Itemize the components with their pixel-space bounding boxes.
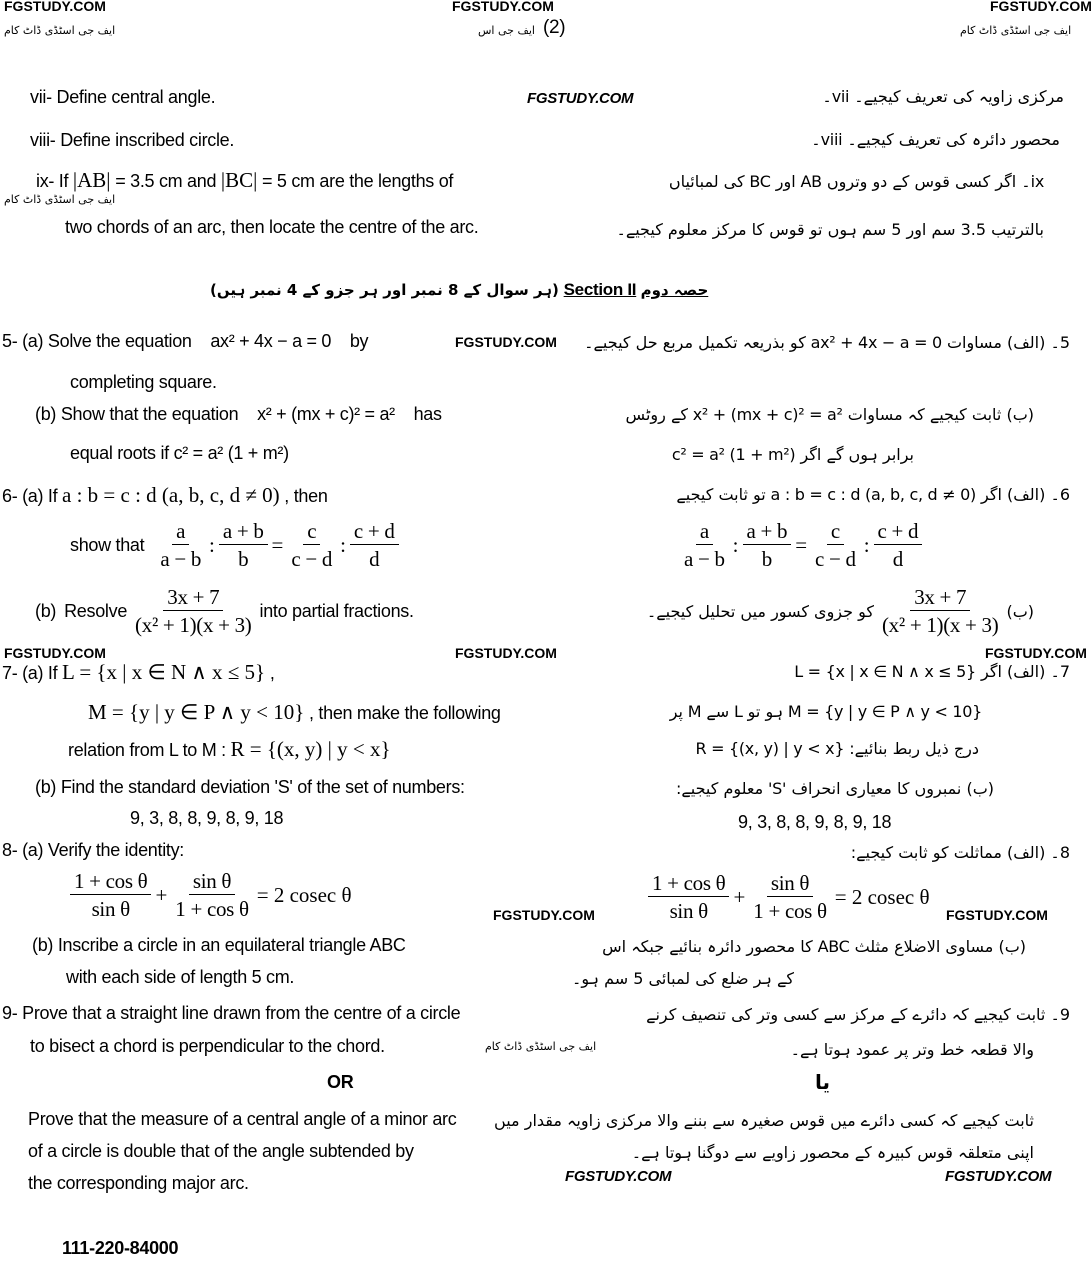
q9-urdu-1: 9۔ ثابت کیجیے کہ دائرے کے مرکز سے کسی وتر کی تنصیف کرنے bbox=[646, 1005, 1070, 1024]
q7b-urdu: (ب) نمبروں کا معیاری انحراف 'S' معلوم کیجیے: bbox=[676, 779, 994, 798]
operator: = bbox=[795, 533, 808, 557]
numerator: c bbox=[303, 518, 320, 545]
watermark-urdu: ایف جی اسٹڈی ڈاٹ کام bbox=[4, 24, 116, 37]
numerator: c + d bbox=[874, 518, 923, 545]
q7b bbox=[35, 777, 465, 798]
denominator: 1 + cos θ bbox=[175, 897, 249, 921]
question-text: Find the standard deviation 'S' of the set of numbers: bbox=[60, 777, 465, 797]
numerator: sin θ bbox=[189, 868, 235, 895]
or-label: OR bbox=[327, 1072, 354, 1092]
q9 bbox=[2, 1003, 460, 1024]
operator: : bbox=[340, 533, 346, 557]
numerator: sin θ bbox=[767, 870, 813, 897]
question-text: Solve the equation bbox=[47, 331, 192, 351]
relation-r: R = {(x, y) | y < x} bbox=[230, 737, 391, 761]
question-text: Verify the identity: bbox=[47, 840, 184, 860]
question-text: = 3.5 cm and bbox=[115, 171, 217, 191]
question-viii-urdu: محصور دائرہ کی تعریف کیجیے۔ viii۔ bbox=[811, 130, 1060, 149]
q5a-urdu: 5۔ (الف) مساوات ax² + 4x − a = 0 کو بذریعہ تکمیل مربع حل کیجیے۔ bbox=[584, 333, 1070, 352]
question-text: , then bbox=[284, 486, 328, 506]
equation: ax² + 4x − a = 0 bbox=[210, 331, 332, 351]
question-ix-urdu-2: بالترتیب 3.5 سم اور 5 سم ہوں تو قوس کا مرکز معلوم کیجیے۔ bbox=[616, 220, 1044, 239]
watermark: FGSTUDY.COM bbox=[527, 90, 634, 107]
math-bc: |BC| bbox=[220, 168, 258, 192]
equation: a : b = c : d (a, b, c, d ≠ 0) bbox=[62, 483, 280, 507]
fraction bbox=[350, 518, 399, 573]
watermark: FGSTUDY.COM bbox=[4, 645, 106, 661]
fraction bbox=[219, 518, 268, 573]
identity-urdu-side bbox=[644, 870, 930, 925]
watermark: FGSTUDY.COM bbox=[493, 907, 595, 923]
equation: c² = a² (1 + m²) bbox=[173, 443, 289, 463]
operator: : bbox=[209, 533, 215, 557]
question-text: Define central angle. bbox=[56, 87, 216, 107]
identity-rhs: = 2 cosec θ bbox=[834, 885, 930, 909]
question-viii bbox=[30, 130, 234, 151]
question-text: Show that the equation bbox=[60, 404, 239, 424]
q7a-line3 bbox=[68, 737, 391, 762]
watermark: FGSTUDY.COM bbox=[4, 0, 106, 14]
number-set: 9, 3, 8, 8, 9, 8, 9, 18 bbox=[130, 808, 284, 828]
q8b-line2: with each side of length 5 cm. bbox=[66, 967, 295, 987]
q9-alt-3: the corresponding major arc. bbox=[28, 1173, 249, 1193]
question-text: Inscribe a circle in an equilateral triangle ABC bbox=[57, 935, 406, 955]
page-number: (2) bbox=[543, 17, 566, 38]
q9-alt-urdu-2: اپنی متعلقہ قوس کبیرہ کے محصور زاویے سے دوگنا ہوتا ہے۔ bbox=[631, 1143, 1034, 1162]
question-text: If bbox=[47, 663, 58, 683]
question-text: show that bbox=[70, 535, 145, 555]
math-ab: |AB| bbox=[72, 168, 111, 192]
fraction bbox=[171, 868, 252, 923]
marks-note: (ہر سوال کے 8 نمبر اور ہر جزو کے 4 نمبر ہیں) bbox=[210, 281, 559, 299]
part-label: (b) bbox=[35, 601, 57, 621]
denominator: a − b bbox=[684, 547, 725, 571]
numerator: a bbox=[172, 518, 189, 545]
question-ix-line2: two chords of an arc, then locate the centre of the arc. bbox=[65, 217, 479, 237]
question-text: relation from L to M : bbox=[68, 740, 226, 760]
fraction bbox=[70, 868, 151, 923]
q8a-urdu: 8۔ (الف) مماثلت کو ثابت کیجیے: bbox=[850, 843, 1070, 862]
question-vii bbox=[30, 87, 215, 108]
q8b-urdu-1: (ب) مساوی الاضلاع مثلث ABC کا محصور دائرہ بنائیے جبکہ اس bbox=[602, 937, 1026, 956]
q7a-urdu-1: 7۔ (الف) اگر L = {x | x ∈ N ∧ x ≤ 5} bbox=[794, 662, 1070, 681]
numerator: 3x + 7 bbox=[163, 584, 223, 611]
denominator: a − b bbox=[160, 547, 202, 571]
q6b-urdu bbox=[647, 584, 1034, 639]
q9-line2: to bisect a chord is perpendicular to the chord. bbox=[30, 1036, 385, 1056]
q6b bbox=[35, 584, 414, 639]
denominator: d bbox=[369, 547, 380, 571]
operator: : bbox=[863, 533, 870, 557]
question-number: ix- bbox=[36, 171, 55, 191]
question-text: If bbox=[58, 171, 69, 191]
fraction bbox=[131, 584, 255, 639]
q7a: 7- (a) If L = {x | x ∈ N ∧ x ≤ 5} , bbox=[2, 660, 275, 684]
watermark: FGSTUDY.COM bbox=[455, 645, 557, 661]
fraction bbox=[811, 518, 860, 573]
q5b bbox=[35, 404, 442, 425]
q7a-line2 bbox=[88, 700, 501, 725]
question-number: 8- bbox=[2, 840, 18, 860]
question-text: , then make the following bbox=[309, 703, 501, 723]
question-ix-urdu-1: ix۔ اگر کسی قوس کے دو وتروں AB اور BC کی لمبائیاں bbox=[668, 172, 1044, 191]
denominator: c − d bbox=[815, 547, 856, 571]
question-text: If bbox=[47, 486, 58, 506]
question-text-urdu: کو جزوی کسور میں تحلیل کیجیے۔ bbox=[646, 602, 874, 621]
q9-alt-2: of a circle is double that of the angle subtended by bbox=[28, 1141, 414, 1161]
q9-alt-1: Prove that the measure of a central angle of a minor arc bbox=[28, 1109, 457, 1129]
part-label: (ب) bbox=[1006, 602, 1034, 621]
question-vii-urdu: مرکزی زاویہ کی تعریف کیجیے۔ vii۔ bbox=[822, 87, 1064, 106]
denominator: b bbox=[761, 547, 772, 571]
question-number: 9- bbox=[2, 1003, 18, 1023]
part-label: (a) bbox=[22, 331, 44, 351]
identity bbox=[66, 868, 352, 923]
section-title: Section II bbox=[563, 280, 637, 299]
question-text: has bbox=[413, 404, 442, 424]
watermark-urdu: ایف جی اس bbox=[478, 24, 535, 37]
q9-urdu-2: والا قطعہ خط وتر پر عمود ہوتا ہے۔ bbox=[790, 1040, 1034, 1059]
watermark: FGSTUDY.COM bbox=[455, 334, 557, 350]
set-m: M = {y | y ∈ P ∧ y < 10} bbox=[88, 700, 305, 724]
question-ix bbox=[36, 168, 453, 193]
part-label: (a) bbox=[22, 840, 44, 860]
fraction bbox=[648, 870, 729, 925]
denominator: (x² + 1)(x + 3) bbox=[881, 613, 999, 637]
denominator: sin θ bbox=[91, 897, 130, 921]
question-number: 7- bbox=[2, 663, 18, 683]
q5b-line2 bbox=[70, 443, 289, 464]
watermark: FGSTUDY.COM bbox=[452, 0, 554, 14]
watermark-urdu: ایف جی اسٹڈی ڈاٹ کام bbox=[4, 193, 116, 206]
part-label: (a) bbox=[22, 663, 44, 683]
denominator: 1 + cos θ bbox=[753, 899, 827, 923]
fraction bbox=[287, 518, 336, 573]
question-number: 6- bbox=[2, 486, 18, 506]
q6a-fractions bbox=[70, 518, 403, 573]
watermark: FGSTUDY.COM bbox=[945, 1168, 1052, 1185]
part-label: (a) bbox=[22, 486, 44, 506]
question-text: equal roots if bbox=[70, 443, 169, 463]
q5a-line2: completing square. bbox=[70, 372, 217, 392]
question-text: Resolve bbox=[64, 601, 128, 621]
question-text: Prove that a straight line drawn from the centre of a circle bbox=[22, 1003, 461, 1023]
q9-alt-urdu-1: ثابت کیجیے کہ کسی دائرے میں قوس صغیرہ سے بننے والا مرکزی زاویہ مقدار میں bbox=[494, 1111, 1034, 1130]
question-number: viii- bbox=[30, 130, 56, 150]
section-heading bbox=[210, 280, 708, 300]
section-title-urdu: حصہ دوم bbox=[640, 281, 709, 299]
q5b-urdu-2: برابر ہوں گے اگر c² = a² (1 + m²) bbox=[671, 445, 914, 464]
watermark-urdu: ایف جی اسٹڈی ڈاٹ کام bbox=[485, 1040, 597, 1053]
watermark-urdu: ایف جی اسٹڈی ڈاٹ کام bbox=[960, 24, 1072, 37]
numerator: 1 + cos θ bbox=[70, 868, 151, 895]
watermark: FGSTUDY.COM bbox=[946, 907, 1048, 923]
q6a-urdu: 6۔ (الف) اگر a : b = c : d (a, b, c, d ≠ 0) تو ثابت کیجیے bbox=[676, 485, 1070, 504]
operator: : bbox=[732, 533, 739, 557]
question-text: into partial fractions. bbox=[259, 601, 414, 621]
identity-rhs: = 2 cosec θ bbox=[256, 883, 352, 907]
question-text: Define inscribed circle. bbox=[60, 130, 235, 150]
q6a-fractions-urdu-side bbox=[676, 518, 926, 573]
fraction bbox=[680, 518, 729, 573]
question-number: 5- bbox=[2, 331, 18, 351]
q5b-urdu-1: (ب) ثابت کیجیے کہ مساوات x² + (mx + c)² = a² کے روٹس bbox=[625, 405, 1034, 424]
fraction bbox=[874, 518, 923, 573]
set-l: L = {x | x ∈ N ∧ x ≤ 5} bbox=[62, 660, 266, 684]
fraction bbox=[749, 870, 830, 925]
fraction bbox=[878, 584, 1002, 639]
numerator: a + b bbox=[743, 518, 792, 545]
operator: + bbox=[155, 883, 168, 907]
fraction bbox=[743, 518, 792, 573]
watermark: FGSTUDY.COM bbox=[990, 0, 1092, 14]
part-label: (b) bbox=[35, 777, 57, 797]
number-set-urdu-side: 9, 3, 8, 8, 9, 8, 9, 18 bbox=[738, 812, 892, 832]
denominator: b bbox=[238, 547, 249, 571]
q8a bbox=[2, 840, 184, 861]
paper-code: 111-220-84000 bbox=[62, 1238, 179, 1258]
fraction bbox=[156, 518, 205, 573]
question-text: = 5 cm are the lengths of bbox=[262, 171, 454, 191]
or-label-urdu: یا bbox=[815, 1070, 831, 1094]
q8b bbox=[32, 935, 406, 956]
equation: x² + (mx + c)² = a² bbox=[257, 404, 395, 424]
denominator: sin θ bbox=[669, 899, 708, 923]
part-label: (b) bbox=[32, 935, 54, 955]
numerator: c bbox=[827, 518, 844, 545]
q7a-urdu-2: M = {y | y ∈ P ∧ y < 10} ہو تو L سے M پر bbox=[669, 702, 982, 721]
watermark: FGSTUDY.COM bbox=[985, 645, 1087, 661]
numerator: c + d bbox=[350, 518, 399, 545]
q8b-urdu-2: کے ہر ضلع کی لمبائی 5 سم ہو۔ bbox=[571, 969, 794, 988]
question-number: vii- bbox=[30, 87, 52, 107]
numerator: a + b bbox=[219, 518, 268, 545]
part-label: (b) bbox=[35, 404, 57, 424]
q6a bbox=[2, 483, 328, 508]
question-text: by bbox=[349, 331, 369, 351]
q5a bbox=[2, 331, 368, 352]
denominator: (x² + 1)(x + 3) bbox=[135, 613, 252, 637]
operator: + bbox=[733, 885, 746, 909]
operator: = bbox=[271, 533, 284, 557]
denominator: d bbox=[892, 547, 903, 571]
q7a-urdu-3: درج ذیل ربط بنائیے: R = {(x, y) | y < x} bbox=[695, 739, 979, 758]
numerator: 3x + 7 bbox=[910, 584, 970, 611]
denominator: c − d bbox=[291, 547, 333, 571]
watermark: FGSTUDY.COM bbox=[565, 1168, 672, 1185]
numerator: a bbox=[696, 518, 713, 545]
numerator: 1 + cos θ bbox=[648, 870, 729, 897]
